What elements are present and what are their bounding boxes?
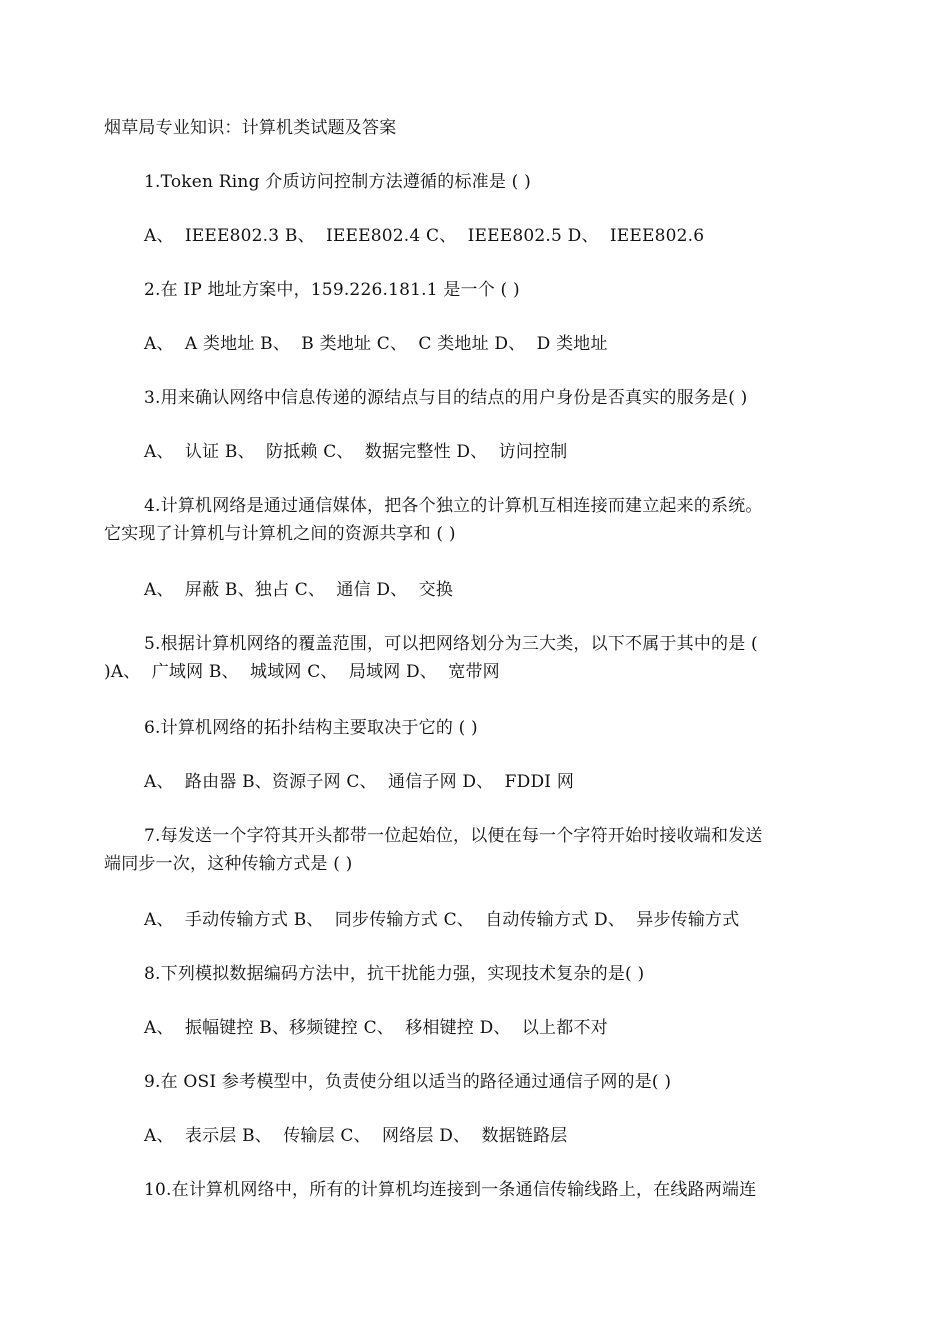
question-4-options: A、 屏蔽 B、独占 C、 通信 D、 交换 bbox=[144, 580, 454, 600]
question-7-stem-line1: 7.每发送一个字符其开头都带一位起始位，以便在每一个字符开始时接收端和发送 bbox=[144, 826, 763, 846]
question-7-stem-line2: 端同步一次，这种传输方式是 ( ) bbox=[104, 854, 353, 874]
question-5-stem-line2: )A、 广域网 B、 城域网 C、 局域网 D、 宽带网 bbox=[104, 662, 500, 682]
question-4-stem-line2: 它实现了计算机与计算机之间的资源共享和 ( ) bbox=[104, 524, 456, 544]
question-8-options: A、 振幅键控 B、移频键控 C、 移相键控 D、 以上都不对 bbox=[144, 1018, 608, 1038]
question-4-stem-line1: 4.计算机网络是通过通信媒体，把各个独立的计算机互相连接而建立起来的系统。 bbox=[144, 496, 763, 516]
question-5-stem-line1: 5.根据计算机网络的覆盖范围，可以把网络划分为三大类，以下不属于其中的是 ( bbox=[144, 634, 758, 654]
question-7-options: A、 手动传输方式 B、 同步传输方式 C、 自动传输方式 D、 异步传输方式 bbox=[144, 910, 740, 930]
question-6-stem: 6.计算机网络的拓扑结构主要取决于它的 ( ) bbox=[144, 718, 478, 738]
question-2-options: A、 A 类地址 B、 B 类地址 C、 C 类地址 D、 D 类地址 bbox=[144, 334, 608, 354]
question-6-options: A、 路由器 B、资源子网 C、 通信子网 D、 FDDI 网 bbox=[144, 772, 575, 792]
question-1-stem: 1.Token Ring 介质访问控制方法遵循的标准是 ( ) bbox=[144, 172, 531, 192]
question-1-options: A、 IEEE802.3 B、 IEEE802.4 C、 IEEE802.5 D、 IEEE802.6 bbox=[144, 226, 705, 246]
question-9-options: A、 表示层 B、 传输层 C、 网络层 D、 数据链路层 bbox=[144, 1126, 568, 1146]
question-8-stem: 8.下列模拟数据编码方法中，抗干扰能力强，实现技术复杂的是( ) bbox=[144, 964, 645, 984]
question-3-stem: 3.用来确认网络中信息传递的源结点与目的结点的用户身份是否真实的服务是( ) bbox=[144, 388, 748, 408]
question-10-stem: 10.在计算机网络中，所有的计算机均连接到一条通信传输线路上，在线路两端连 bbox=[144, 1180, 757, 1200]
question-3-options: A、 认证 B、 防抵赖 C、 数据完整性 D、 访问控制 bbox=[144, 442, 568, 462]
question-2-stem: 2.在 IP 地址方案中，159.226.181.1 是一个 ( ) bbox=[144, 280, 520, 300]
page-title: 烟草局专业知识：计算机类试题及答案 bbox=[104, 118, 397, 138]
question-9-stem: 9.在 OSI 参考模型中，负责使分组以适当的路径通过通信子网的是( ) bbox=[144, 1072, 672, 1092]
